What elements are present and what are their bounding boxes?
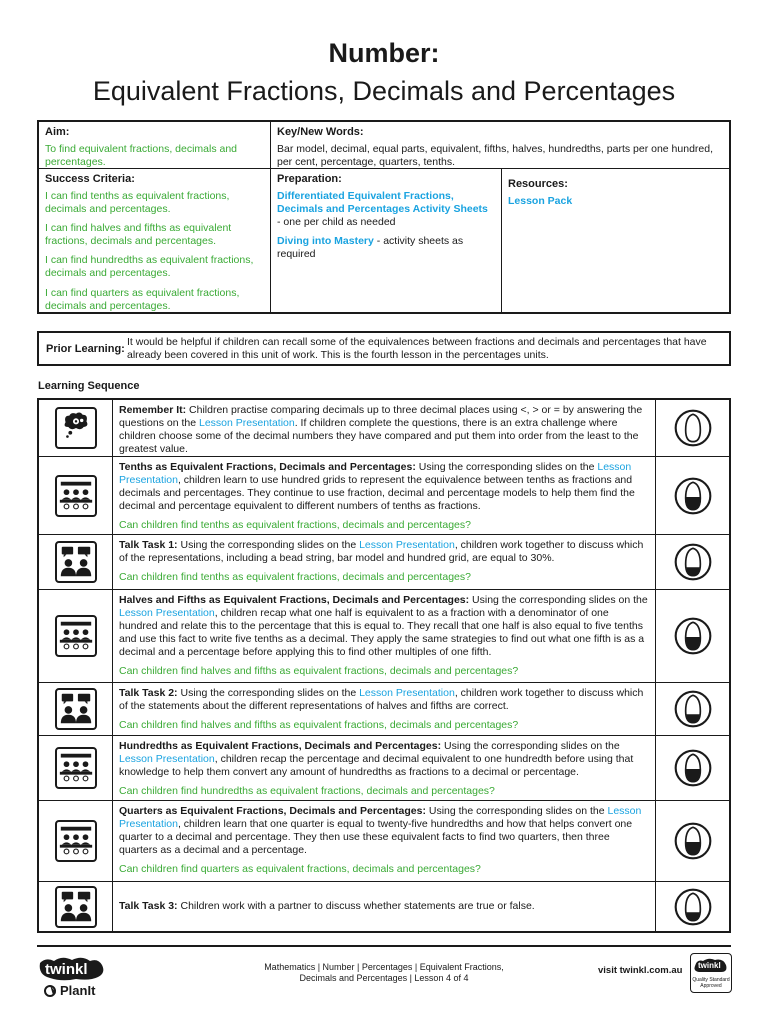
step-text-continued: , children learn that one quarter is equal to twenty-five hundredths and how that helps convert one quarter to a decimal and percentage. They then use these equivalent facts to find two quarters, then three quarters as a decimal and a percentage. <box>119 817 633 856</box>
success-item: I can find halves and fifths as equivalent fractions, decimals and percentages. <box>45 222 232 248</box>
brand-bottom: PlanIt <box>60 983 96 998</box>
lesson-pack-link[interactable]: Lesson Pack <box>508 194 573 207</box>
sequence-row <box>37 800 731 881</box>
step-heading: Talk Task 1: <box>119 539 178 551</box>
step-heading: Remember It: <box>119 404 187 416</box>
overview-box <box>37 120 731 314</box>
resources-label: Resources: <box>508 178 568 190</box>
success-criteria-cell <box>39 169 270 312</box>
lesson-presentation-link[interactable]: Lesson Presentation <box>119 606 215 619</box>
step-heading: Talk Task 3: <box>119 900 178 913</box>
step-icon-cell <box>39 535 113 589</box>
sequence-row <box>37 534 731 589</box>
step-icon-cell <box>39 400 113 456</box>
step-heading: Halves and Fifths as Equivalent Fractions, Decimals and Percentages: <box>119 594 470 606</box>
whole-class-icon <box>57 748 95 788</box>
whole-class-icon <box>57 821 95 861</box>
assessment-egg-cell <box>655 457 729 534</box>
aim-text: To find equivalent fractions, decimals and percentages. <box>45 142 238 168</box>
assessment-question: Can children find tenths as equivalent fractions, decimals and percentages? <box>119 518 471 531</box>
breadcrumb-line1: Mathematics | Number | Percentages | Equivalent Fractions, <box>264 962 504 972</box>
step-icon-cell <box>39 457 113 534</box>
aim-cell <box>39 122 270 168</box>
lesson-presentation-link[interactable]: Lesson Presentation <box>119 752 215 765</box>
egg-assessment-icon <box>672 820 714 862</box>
assessment-egg-cell <box>655 400 729 456</box>
assessment-question: Can children find halves and fifths as equivalent fractions, decimals and percentages? <box>119 718 519 731</box>
egg-assessment-icon <box>672 688 714 730</box>
step-text-continued: , children learn to use hundred grids to represent the equivalence between tenths as fractions and decimals and percentages. They continue to use fraction, decimal and percentage models to help them find the decimal and percentage equivalent to different numbers of tenths as fractions. <box>119 473 635 512</box>
assessment-question: Can children find quarters as equivalent fractions, decimals and percentages? <box>119 862 481 875</box>
prior-learning-box <box>37 331 731 366</box>
success-item: I can find quarters as equivalent fractions, decimals and percentages. <box>45 286 240 312</box>
step-text-continued: , children recap the percentage and decimal equivalent to one hundredth before using that knowledge to help them convert any amount of hundredths as fractions to a decimal or percentage. <box>119 752 634 778</box>
remember-it-icon <box>57 408 95 448</box>
lesson-presentation-link[interactable]: Lesson Presentation <box>359 539 455 551</box>
step-icon-cell <box>39 882 113 931</box>
prior-learning-text: It would be helpful if children can recall some of the equivalences between fractions and decimals and percentages that have already been covered in this unit of work. This is the fourth lesson in the percentages units. <box>127 336 707 362</box>
step-heading: Talk Task 2: <box>119 687 178 699</box>
aim-label: Aim: <box>45 126 70 138</box>
step-description <box>113 801 656 881</box>
sequence-row <box>37 881 731 933</box>
sequence-row <box>37 735 731 800</box>
talk-task-icon <box>57 689 95 729</box>
quality-badge <box>690 953 732 993</box>
preparation-label: Preparation: <box>277 173 342 185</box>
badge-text2: Approved <box>700 983 722 989</box>
lesson-presentation-link[interactable]: Lesson Presentation <box>119 805 642 830</box>
step-description <box>113 400 656 456</box>
twinkl-planit-logo <box>36 955 112 999</box>
lesson-presentation-link[interactable]: Lesson Presentation <box>198 416 295 429</box>
step-text: Using the corresponding slides on the <box>441 740 620 752</box>
talk-task-icon <box>57 542 95 582</box>
learning-sequence-title: Learning Sequence <box>38 380 140 392</box>
sequence-row <box>37 398 731 456</box>
success-item: I can find tenths as equivalent fractions, decimals and percentages. <box>45 189 230 215</box>
step-text-continued: . If children complete the questions, there is an extra challenge where children choose some of the decimal numbers they have compared and put them into order from the least to the greatest value. <box>119 416 639 455</box>
step-text: Using the corresponding slides on the <box>177 687 360 699</box>
whole-class-icon <box>57 476 95 516</box>
preparation-cell <box>271 169 501 312</box>
assessment-egg-cell <box>655 736 729 800</box>
assessment-egg-cell <box>655 882 729 931</box>
prep-note-2: - activity sheets as required <box>277 235 464 261</box>
assessment-question: Can children find tenths as equivalent fractions, decimals and percentages? <box>119 570 471 583</box>
whole-class-icon <box>57 616 95 656</box>
diving-into-mastery-link[interactable]: Diving into Mastery <box>277 235 374 248</box>
badge-text1: Quality Standard <box>692 977 730 983</box>
keywords-cell <box>271 122 729 168</box>
step-icon-cell <box>39 801 113 881</box>
step-text: Using the corresponding slides on the <box>415 461 598 473</box>
lesson-presentation-link[interactable]: Lesson Presentation <box>359 687 455 699</box>
step-text: Using the corresponding slides on the <box>177 539 360 551</box>
step-text: Using the corresponding slides on the <box>425 805 608 817</box>
step-description <box>113 736 656 800</box>
badge-brand: twinkl <box>698 961 721 970</box>
step-text: Children work with a partner to discuss whether statements are true or false. <box>177 900 535 913</box>
egg-assessment-icon <box>672 475 714 517</box>
assessment-question: Can children find hundredths as equivalent fractions, decimals and percentages? <box>119 784 495 797</box>
assessment-question: Can children find halves and fifths as equivalent fractions, decimals and percentages? <box>119 664 519 677</box>
egg-assessment-icon <box>672 407 714 449</box>
resources-cell <box>502 174 729 312</box>
step-description <box>113 535 656 589</box>
sequence-row <box>37 456 731 534</box>
activity-sheets-link[interactable]: Differentiated Equivalent Fractions, Decimals and Percentages Activity Sheets <box>277 189 488 215</box>
footer-divider <box>37 945 731 947</box>
step-icon-cell <box>39 736 113 800</box>
sequence-row <box>37 589 731 682</box>
step-text-continued: , children recap what one half is equivalent to as a fraction with a denominator of one hundred and relate this to the percentage that this is equal to. They recall that one half is also equal to five tenths and use this fact to write five tenths as a decimal. They apply the same strategies to find out what one fifth is as a decimal and a percentage before applying this to find other multiples of one fifth. <box>119 606 645 658</box>
page-title-line2: Equivalent Fractions, Decimals and Percentages <box>92 76 676 106</box>
talk-task-icon <box>57 887 95 927</box>
step-text-continued: , children work together to discuss which of the statements about the different representations of halves and fifths are correct. <box>119 687 644 712</box>
step-icon-cell <box>39 590 113 682</box>
egg-assessment-icon <box>672 541 714 583</box>
step-description <box>113 590 656 682</box>
step-text: Using the corresponding slides on the <box>469 594 648 606</box>
step-heading: Hundredths as Equivalent Fractions, Decimals and Percentages: <box>119 740 442 752</box>
step-description <box>113 457 656 534</box>
step-heading: Tenths as Equivalent Fractions, Decimals and Percentages: <box>119 461 416 473</box>
step-text-continued: , children work together to discuss which of the representations, including a bead string, bar model and hundred grid, are equal to 30%. <box>119 539 644 564</box>
breadcrumb-line2: Decimals and Percentages | Lesson 4 of 4 <box>299 973 469 984</box>
success-item: I can find hundredths as equivalent fractions, decimals and percentages. <box>45 254 254 280</box>
keywords-label: Key/New Words: <box>277 126 364 138</box>
assessment-egg-cell <box>655 683 729 735</box>
egg-assessment-icon <box>672 886 714 928</box>
step-icon-cell <box>39 683 113 735</box>
step-heading: Quarters as Equivalent Fractions, Decimals and Percentages: <box>119 805 426 817</box>
page-title-line1: Number: <box>328 38 440 68</box>
footer-breadcrumb <box>200 962 568 985</box>
egg-assessment-icon <box>672 747 714 789</box>
lesson-presentation-link[interactable]: Lesson Presentation <box>119 461 632 486</box>
prep-note: - one per child as needed <box>277 216 396 228</box>
visit-link[interactable]: visit twinkl.com.au <box>598 965 683 976</box>
prior-learning-label: Prior Learning: <box>46 343 125 355</box>
step-description <box>113 882 656 931</box>
brand-top: twinkl <box>45 961 88 978</box>
assessment-egg-cell <box>655 590 729 682</box>
step-text: Children practise comparing decimals up to three decimal places using <, > or = by answering the questions on the <box>119 404 643 429</box>
sequence-row <box>37 682 731 735</box>
step-description <box>113 683 656 735</box>
success-label: Success Criteria: <box>45 173 135 185</box>
assessment-egg-cell <box>655 801 729 881</box>
egg-assessment-icon <box>672 615 714 657</box>
keywords-text: Bar model, decimal, equal parts, equivalent, fifths, halves, hundredths, parts per one hundred, per cent, percentage, quarters, tenths. <box>277 142 714 168</box>
assessment-egg-cell <box>655 535 729 589</box>
